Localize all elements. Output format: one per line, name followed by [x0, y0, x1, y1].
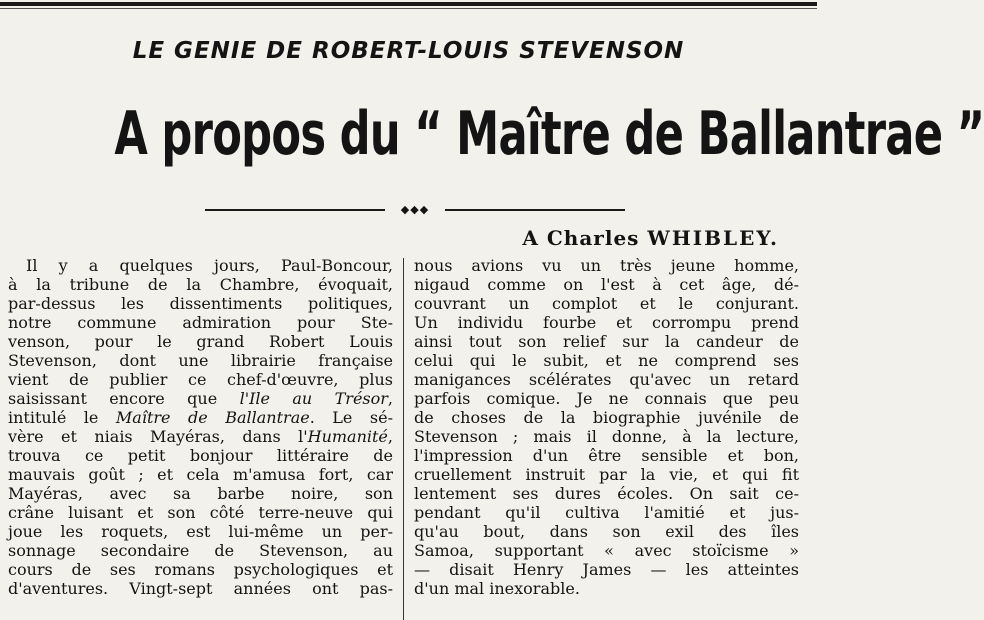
headline: A propos du “ Maître de Ballantrae ”	[114, 99, 984, 169]
text-line: nigaud comme on l'est à cet âge, dé-	[414, 275, 799, 294]
text-line	[8, 408, 393, 427]
text-line: trouva ce petit bonjour littéraire de	[8, 446, 393, 465]
book-title-maitre-de-ballantrae: Maître de Ballantrae	[115, 408, 310, 427]
article-column-left	[8, 256, 393, 598]
dedication	[522, 226, 779, 250]
text-line: l'impression d'un être sensible et bon,	[414, 446, 799, 465]
text-line: Samoa, supportant « avec stoïcisme »	[414, 541, 799, 560]
text-line: Un individu fourbe et corrompu prend	[414, 313, 799, 332]
text-line: venson, pour le grand Robert Louis	[8, 332, 393, 351]
text-segment: ,	[387, 427, 393, 446]
kicker-title: LE GENIE DE ROBERT-LOUIS STEVENSON	[132, 38, 685, 64]
text-line: par-dessus les dissentiments politiques,	[8, 294, 393, 313]
text-line: lentement ses dures écoles. On sait ce-	[414, 484, 799, 503]
text-segment: ,	[387, 389, 394, 408]
text-line: Il y a quelques jours, Paul-Boncour,	[26, 256, 393, 275]
ornament-divider	[205, 201, 625, 219]
text-line: de choses de la biographie juvénile de	[414, 408, 799, 427]
text-line: à la tribune de la Chambre, évoquait,	[8, 275, 393, 294]
text-line: Stevenson ; mais il donne, à la lecture,	[414, 427, 799, 446]
text-segment: . Le sé-	[309, 408, 393, 427]
text-line	[8, 389, 393, 408]
text-line: mauvais goût ; et cela m'amusa fort, car	[8, 465, 393, 484]
text-line: nous avions vu un très jeune homme,	[414, 256, 799, 275]
text-line: joue les roquets, est lui-même un per-	[8, 522, 393, 541]
dedication-prefix: A Charles	[522, 226, 640, 250]
text-line: parfois comique. Je ne connais que peu	[414, 389, 799, 408]
book-title-ile-au-tresor: l'Ile au Trésor	[239, 389, 388, 408]
text-line: celui qui le subit, et ne comprend ses	[414, 351, 799, 370]
text-line: pendant qu'il cultiva l'amitié et jus-	[414, 503, 799, 522]
dedication-name: WHIBLEY.	[647, 226, 779, 250]
text-line: Mayéras, avec sa barbe noire, son	[8, 484, 393, 503]
text-line: sonnage secondaire de Stevenson, au	[8, 541, 393, 560]
top-border-rule	[0, 0, 817, 10]
text-line: vient de publier ce chef-d'œuvre, plus	[8, 370, 393, 389]
newspaper-title-humanite: Humanité	[307, 427, 388, 446]
column-divider	[403, 258, 404, 620]
text-line: crâne luisant et son côté terre-neuve qui	[8, 503, 393, 522]
text-line: cours de ses romans psychologiques et	[8, 560, 393, 579]
text-line: — disait Henry James — les atteintes	[414, 560, 799, 579]
text-segment: saisissant encore que	[8, 389, 240, 408]
text-line: Stevenson, dont une librairie française	[8, 351, 393, 370]
text-line: couvrant un complot et le conjurant.	[414, 294, 799, 313]
text-line: d'un mal inexorable.	[414, 579, 580, 598]
text-line: notre commune admiration pour Ste-	[8, 313, 393, 332]
article-column-right	[414, 256, 799, 598]
text-segment: intitulé le	[8, 408, 116, 427]
text-line	[8, 427, 393, 446]
text-segment: vère et niais Mayéras, dans l'	[8, 427, 308, 446]
text-line: d'aventures. Vingt-sept années ont pas-	[8, 579, 393, 598]
text-line: ainsi tout son relief sur la candeur de	[414, 332, 799, 351]
text-line: manigances scélérates qu'avec un retard	[414, 370, 799, 389]
text-line: cruellement instruit par la vie, et qui fit	[414, 465, 799, 484]
text-line: qu'au bout, dans son exil des îles	[414, 522, 799, 541]
ornament-dots: ◆◆◆	[400, 203, 430, 216]
